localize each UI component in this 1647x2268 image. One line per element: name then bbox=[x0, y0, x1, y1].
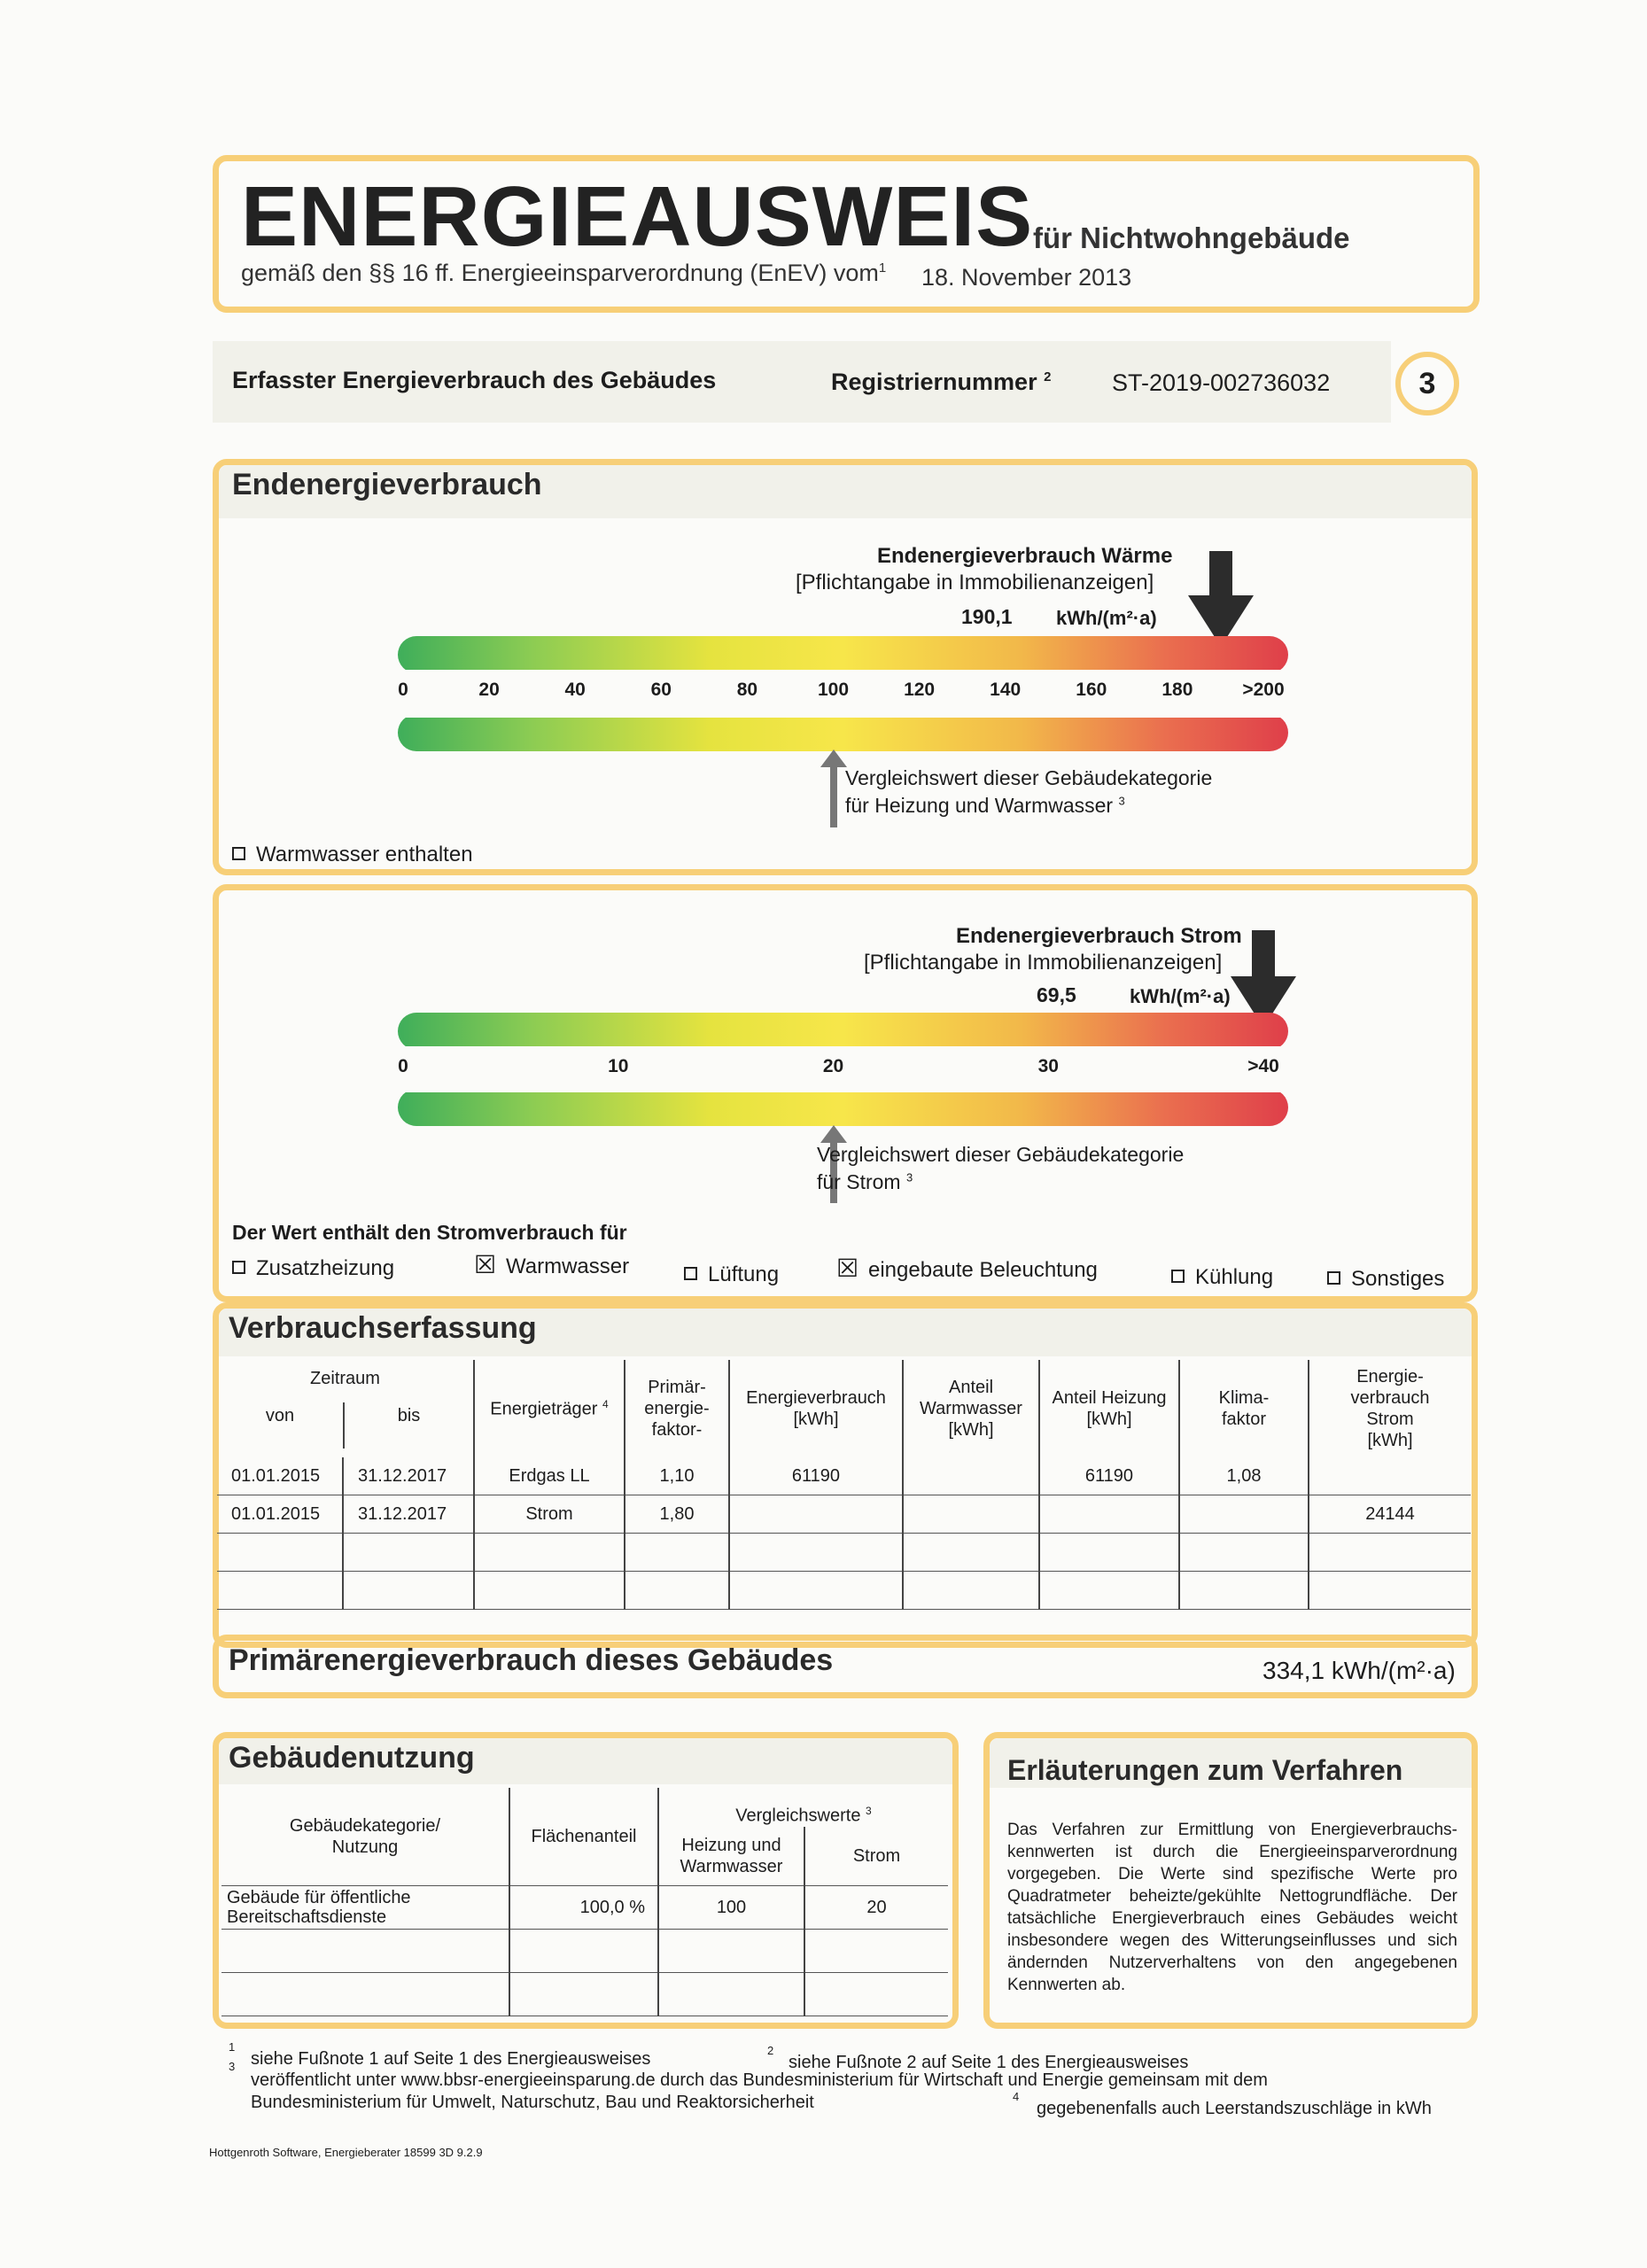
registration-sup: 2 bbox=[1044, 369, 1052, 384]
power-tick-label: >40 bbox=[1247, 1056, 1279, 1076]
footnote-1: siehe Fußnote 1 auf Seite 1 des Energieausweises bbox=[251, 2049, 651, 2069]
footnote-3-num: 3 bbox=[229, 2060, 236, 2073]
power-tick-label: 30 bbox=[1037, 1056, 1059, 1076]
heat-compare-arrow-icon bbox=[820, 750, 847, 827]
heat-tick-label: 100 bbox=[817, 680, 850, 700]
table-cell bbox=[903, 1495, 1039, 1534]
verbrauch-rows bbox=[217, 1457, 1471, 1610]
bis-header: bis bbox=[397, 1406, 421, 1425]
table-cell bbox=[1039, 1534, 1179, 1572]
regulation-sup: 1 bbox=[878, 260, 887, 276]
table-cell: 61190 bbox=[729, 1457, 903, 1495]
table-cell bbox=[903, 1457, 1039, 1495]
power-compare-line2-text: für Strom bbox=[817, 1170, 901, 1193]
heat-value-arrow-icon bbox=[1188, 551, 1254, 647]
nutzung-header-row bbox=[221, 1788, 948, 1827]
heat-note: [Pflichtangabe in Immobilienanzeigen] bbox=[796, 571, 1154, 594]
footnote-2: siehe Fußnote 2 auf Seite 1 des Energieausweises bbox=[789, 2053, 1189, 2072]
table-row bbox=[221, 1930, 948, 1973]
table-cell bbox=[729, 1534, 903, 1572]
table-cell bbox=[1039, 1495, 1179, 1534]
energietraeger-label: Energieträger bbox=[490, 1399, 598, 1419]
heat-tick-label: >200 bbox=[1242, 680, 1285, 700]
footnote-3-line1: veröffentlicht unter www.bbsr-energieeinsparung.de durch das Bundesministerium für Wirtschaft und Energie gemeinsam mit dem bbox=[251, 2070, 1268, 2090]
heizung-warmwasser-header: Heizung und Warmwasser bbox=[658, 1827, 804, 1886]
table-cell bbox=[474, 1534, 625, 1572]
table-cell: 1,10 bbox=[625, 1457, 729, 1495]
table-cell bbox=[343, 1572, 474, 1610]
table-cell: 1,80 bbox=[625, 1495, 729, 1534]
document-title: ENERGIEAUSWEIS bbox=[241, 169, 1034, 264]
table-cell bbox=[474, 1572, 625, 1610]
nutzung-rows bbox=[221, 1886, 948, 2016]
stromverbrauch-header: Energie- verbrauch Strom [kWh] bbox=[1350, 1367, 1430, 1450]
endenergie-title: Endenergieverbrauch bbox=[232, 468, 542, 501]
heat-tick-label: 40 bbox=[564, 680, 586, 700]
table-cell bbox=[729, 1495, 903, 1534]
table-cell bbox=[625, 1534, 729, 1572]
verbrauch-header-row bbox=[217, 1360, 1471, 1457]
table-cell bbox=[658, 1973, 804, 2016]
erlaeuterung-title: Erläuterungen zum Verfahren bbox=[1007, 1754, 1403, 1786]
heat-compare-line1: Vergleichswert dieser Gebäudekategorie bbox=[845, 766, 1213, 789]
energieverbrauch-header: Energieverbrauch [kWh] bbox=[729, 1360, 903, 1457]
von-header: von bbox=[217, 1402, 345, 1449]
vergleichswerte-sup: 3 bbox=[866, 1805, 872, 1818]
heat-tick-label: 0 bbox=[398, 680, 408, 700]
table-cell: 61190 bbox=[1039, 1457, 1179, 1495]
power-tick-label: 10 bbox=[608, 1056, 629, 1076]
table-cell bbox=[221, 1973, 509, 2016]
table-cell: 31.12.2017 bbox=[343, 1495, 474, 1534]
table-cell bbox=[1179, 1572, 1309, 1610]
table-row bbox=[217, 1495, 1471, 1534]
energietraeger-sup: 4 bbox=[602, 1397, 609, 1410]
heat-compare-line2 bbox=[845, 794, 1125, 818]
lueftung-checkbox-box[interactable] bbox=[684, 1267, 697, 1280]
zeitraum-header bbox=[217, 1360, 474, 1457]
registration-number: ST-2019-002736032 bbox=[1112, 369, 1331, 396]
regulation-label: gemäß den §§ 16 ff. Energieeinsparverordnung (EnEV) vom bbox=[241, 260, 879, 286]
kuehlung-label: Kühlung bbox=[1195, 1265, 1274, 1289]
table-cell: 20 bbox=[804, 1886, 948, 1930]
table-cell bbox=[509, 1930, 658, 1973]
power-compare-line1: Vergleichswert dieser Gebäudekategorie bbox=[817, 1143, 1185, 1166]
table-cell bbox=[658, 1930, 804, 1973]
table-cell bbox=[343, 1534, 474, 1572]
power-compare-line2 bbox=[817, 1170, 913, 1194]
warmwater-checkbox-box[interactable] bbox=[232, 847, 245, 860]
page-number-badge: 3 bbox=[1395, 352, 1459, 416]
table-cell: 1,08 bbox=[1179, 1457, 1309, 1495]
footnote-1-num: 1 bbox=[229, 2040, 236, 2054]
heat-compare-sup: 3 bbox=[1118, 794, 1125, 808]
heat-unit: kWh/(m²·a) bbox=[1056, 607, 1157, 629]
table-cell bbox=[1039, 1572, 1179, 1610]
table-cell bbox=[1309, 1572, 1471, 1610]
power-tick-label: 0 bbox=[398, 1056, 408, 1076]
primaerfaktor-header: Primär- energie- faktor- bbox=[625, 1360, 729, 1457]
klimafaktor-header: Klima- faktor bbox=[1179, 1360, 1309, 1457]
anteil-warmwasser-header: Anteil Warmwasser [kWh] bbox=[903, 1360, 1039, 1457]
beleuchtung-label: eingebaute Beleuchtung bbox=[868, 1257, 1098, 1282]
table-cell bbox=[509, 1973, 658, 2016]
flaechenanteil-header: Flächenanteil bbox=[509, 1788, 658, 1886]
regulation-text bbox=[241, 260, 886, 287]
registration-label bbox=[831, 369, 1051, 396]
section-bar-label: Erfasster Energieverbrauch des Gebäudes bbox=[232, 367, 717, 393]
vergleichswerte-label: Vergleichswerte bbox=[735, 1806, 861, 1826]
strom-vergleich-header: Strom bbox=[804, 1827, 948, 1886]
power-unit: kWh/(m²·a) bbox=[1130, 985, 1231, 1007]
checkbox-zusatzheizung[interactable] bbox=[232, 1256, 394, 1281]
software-credit: Hottgenroth Software, Energieberater 18599 3D 9.2.9 bbox=[209, 2146, 483, 2159]
heat-scale-band-top bbox=[398, 636, 1288, 673]
primaer-value: 334,1 kWh/(m²·a) bbox=[1262, 1657, 1456, 1684]
table-cell: 100 bbox=[658, 1886, 804, 1930]
table-cell bbox=[804, 1973, 948, 2016]
table-cell bbox=[1309, 1457, 1471, 1495]
zusatzheizung-checkbox-box[interactable] bbox=[232, 1261, 245, 1274]
heat-label: Endenergieverbrauch Wärme bbox=[877, 544, 1173, 568]
table-cell bbox=[217, 1572, 343, 1610]
table-cell: Erdgas LL bbox=[474, 1457, 625, 1495]
table-cell: Gebäude für öffentliche Bereitschaftsdienste bbox=[221, 1886, 509, 1930]
footnote-3-line2: Bundesministerium für Umwelt, Naturschutz, Bau und Reaktorsicherheit bbox=[251, 2093, 814, 2112]
power-scale-band-bottom bbox=[398, 1089, 1288, 1126]
heat-tick-label: 20 bbox=[478, 680, 500, 700]
table-cell: 100,0 % bbox=[509, 1886, 658, 1930]
zeitraum-subheaders bbox=[217, 1402, 473, 1449]
beleuchtung-checked-icon[interactable]: ☒ bbox=[836, 1254, 859, 1282]
document-subtitle: für Nichtwohngebäude bbox=[1033, 221, 1350, 254]
checkbox-sonstiges[interactable] bbox=[1327, 1267, 1444, 1292]
heat-tick-label: 140 bbox=[990, 680, 1022, 700]
registration-label-text: Registriernummer bbox=[831, 369, 1037, 395]
power-label: Endenergieverbrauch Strom bbox=[956, 924, 1242, 948]
warmwater-checkbox[interactable] bbox=[232, 843, 473, 867]
sonstiges-checkbox-box[interactable] bbox=[1327, 1271, 1340, 1285]
table-cell bbox=[903, 1572, 1039, 1610]
footnote-4-num: 4 bbox=[1013, 2090, 1020, 2103]
nutzung-table bbox=[221, 1788, 948, 2016]
power-value: 69,5 bbox=[1037, 983, 1076, 1006]
heat-tick-label: 180 bbox=[1161, 680, 1193, 700]
verbrauch-table bbox=[217, 1360, 1471, 1610]
table-cell bbox=[625, 1572, 729, 1610]
table-row bbox=[217, 1572, 1471, 1610]
footnote-2-num: 2 bbox=[767, 2044, 774, 2057]
zeitraum-label: Zeitraum bbox=[310, 1369, 380, 1388]
warmwater-checkbox-label: Warmwasser enthalten bbox=[256, 843, 473, 866]
sonstiges-label: Sonstiges bbox=[1351, 1267, 1445, 1291]
checkbox-warmwasser[interactable] bbox=[474, 1253, 629, 1282]
verbrauch-title: Verbrauchserfassung bbox=[229, 1311, 537, 1345]
table-cell: 31.12.2017 bbox=[343, 1457, 474, 1495]
anteil-heizung-header: Anteil Heizung [kWh] bbox=[1039, 1360, 1179, 1457]
table-cell bbox=[1179, 1495, 1309, 1534]
nutzung-title: Gebäudenutzung bbox=[229, 1741, 475, 1775]
table-cell bbox=[221, 1930, 509, 1973]
primaer-label: Primärenergieverbrauch dieses Gebäudes bbox=[229, 1643, 834, 1677]
heat-scale-band-bottom bbox=[398, 714, 1288, 751]
energietraeger-header bbox=[474, 1360, 625, 1457]
vergleichswerte-header bbox=[658, 1788, 948, 1827]
erlaeuterung-text: Das Verfahren zur Ermittlung von Energieverbrauchs-kennwerten ist durch die Energieeinsparverordnung vorgegeben. Die Werte sind spezifische Werte pro Quadratmeter beheizte/gekühlte Nettogrundfläche. Der tatsächliche Energieverbrauch eines Gebäudes weicht insbesondere wegen des Witterungseinflusses und sich ändernden Nutzerverhaltens von den angegebenen Kennwerten ab. bbox=[1007, 1821, 1457, 1994]
table-row bbox=[221, 1886, 948, 1930]
regulation-date: 18. November 2013 bbox=[921, 264, 1132, 291]
heat-value: 190,1 bbox=[961, 605, 1013, 628]
footnote-4: gegebenenfalls auch Leerstandszuschläge in kWh bbox=[1037, 2099, 1432, 2118]
power-compare-sup: 3 bbox=[905, 1170, 913, 1184]
warmwasser-checked-icon[interactable]: ☒ bbox=[474, 1251, 497, 1278]
kuehlung-checkbox-box[interactable] bbox=[1171, 1270, 1185, 1283]
table-cell: 01.01.2015 bbox=[217, 1495, 343, 1534]
zusatzheizung-label: Zusatzheizung bbox=[256, 1256, 395, 1280]
power-tick-label: 20 bbox=[822, 1056, 844, 1076]
table-row bbox=[217, 1457, 1471, 1495]
table-cell: 01.01.2015 bbox=[217, 1457, 343, 1495]
table-cell bbox=[804, 1930, 948, 1973]
table-row bbox=[221, 1973, 948, 2016]
table-cell bbox=[1179, 1534, 1309, 1572]
power-note: [Pflichtangabe in Immobilienanzeigen] bbox=[864, 951, 1223, 975]
contains-label: Der Wert enthält den Stromverbrauch für bbox=[232, 1221, 627, 1244]
kategorie-header: Gebäudekategorie/ Nutzung bbox=[221, 1788, 509, 1886]
table-cell: Strom bbox=[474, 1495, 625, 1534]
table-row bbox=[217, 1534, 1471, 1572]
heat-tick-label: 60 bbox=[650, 680, 672, 700]
warmwasser-label: Warmwasser bbox=[506, 1254, 630, 1278]
heat-tick-label: 160 bbox=[1076, 680, 1107, 700]
lueftung-label: Lüftung bbox=[708, 1262, 780, 1286]
checkbox-beleuchtung[interactable] bbox=[836, 1256, 1098, 1285]
checkbox-lueftung[interactable] bbox=[684, 1262, 779, 1287]
heat-tick-label: 120 bbox=[904, 680, 936, 700]
heat-compare-line2-text: für Heizung und Warmwasser bbox=[845, 794, 1114, 817]
table-cell bbox=[217, 1534, 343, 1572]
checkbox-kuehlung[interactable] bbox=[1171, 1265, 1273, 1290]
table-cell bbox=[1309, 1534, 1471, 1572]
table-cell: 24144 bbox=[1309, 1495, 1471, 1534]
power-scale-band-top bbox=[398, 1013, 1288, 1050]
table-cell bbox=[729, 1572, 903, 1610]
heat-tick-label: 80 bbox=[736, 680, 758, 700]
table-cell bbox=[903, 1534, 1039, 1572]
